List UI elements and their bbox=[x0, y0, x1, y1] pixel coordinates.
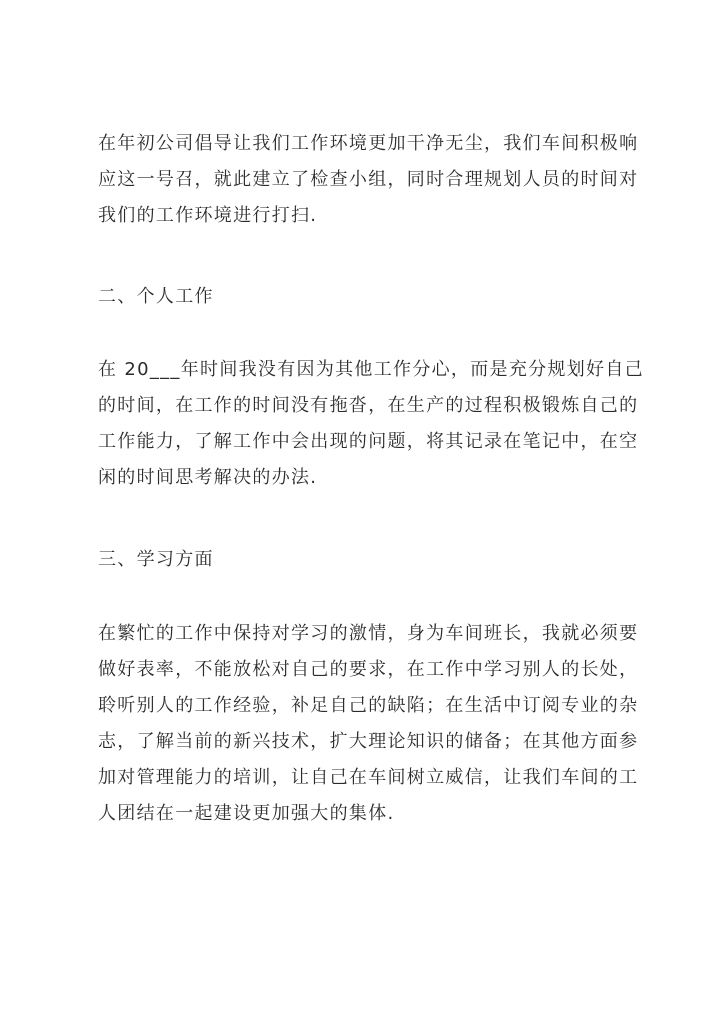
paragraph-line: 我们的工作环境进行打扫. bbox=[98, 205, 318, 226]
paragraph-line: 做好表率，不能放松对自己的要求，在工作中学习别人的长处， bbox=[98, 659, 639, 680]
section-heading-learning: 三、学习方面 bbox=[98, 549, 214, 570]
paragraph-learning bbox=[98, 616, 650, 832]
section-heading-personal-work: 二、个人工作 bbox=[98, 286, 214, 307]
paragraph-line: 的时间，在工作的时间没有拖沓，在生产的过程积极锻炼自己的 bbox=[98, 395, 639, 416]
paragraph-line: 人团结在一起建设更加强大的集体. bbox=[98, 803, 395, 824]
paragraph-line: 闲的时间思考解决的办法. bbox=[98, 467, 318, 488]
paragraph-line: 聆听别人的工作经验，补足自己的缺陷；在生活中订阅专业的杂 bbox=[98, 695, 639, 716]
paragraph-line: 工作能力，了解工作中会出现的问题，将其记录在笔记中，在空 bbox=[98, 431, 639, 452]
paragraph-line: 在繁忙的工作中保持对学习的激情，身为车间班长，我就必须要 bbox=[98, 623, 639, 644]
paragraph-line: 志，了解当前的新兴技术，扩大理论知识的储备；在其他方面参 bbox=[98, 731, 639, 752]
paragraph-environment-cleaning bbox=[98, 126, 650, 234]
paragraph-line: 应这一号召，就此建立了检查小组，同时合理规划人员的时间对 bbox=[98, 169, 639, 190]
paragraph-line: 加对管理能力的培训，让自己在车间树立威信，让我们车间的工 bbox=[98, 767, 639, 788]
paragraph-personal-work bbox=[98, 352, 650, 496]
paragraph-line: 在 20___年时间我没有因为其他工作分心，而是充分规划好自己 bbox=[98, 359, 644, 380]
paragraph-line: 在年初公司倡导让我们工作环境更加干净无尘，我们车间积极响 bbox=[98, 133, 639, 154]
